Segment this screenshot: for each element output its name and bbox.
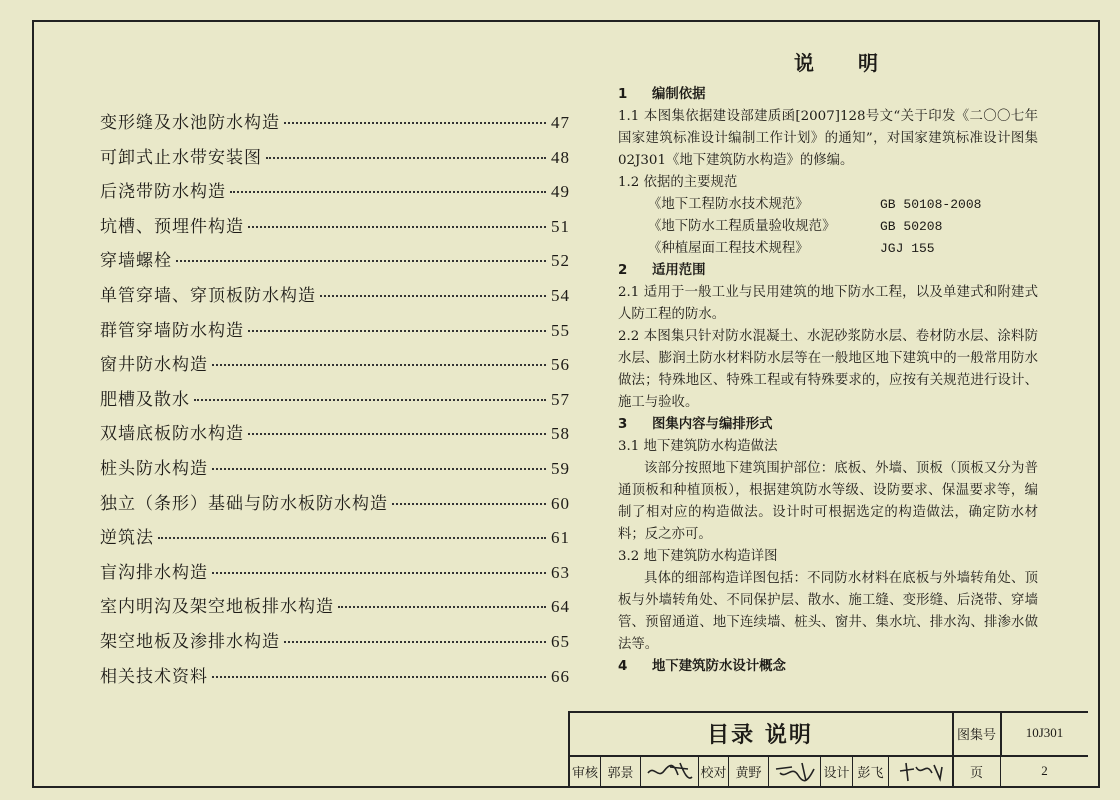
toc-entry-title: 相关技术资料 [100, 666, 208, 687]
design-name: 彭飞 [857, 765, 884, 781]
toc-leader-dots [284, 641, 546, 643]
toc-entry-page: 51 [551, 216, 570, 236]
paragraph-1-1: 1.1 本图集依据建设部建质函[2007]128号文“关于印发《二〇〇七年国家建筑标准设计编制工作计划》的通知”，对国家建筑标准设计图集02J301《地下建筑防水构造》的修编。 [618, 109, 1038, 168]
toc-leader-dots [158, 537, 546, 539]
toc-row [100, 385, 570, 420]
paragraph-1-2: 1.2 依据的主要规范 [618, 175, 738, 190]
toc-entry-page: 65 [551, 631, 570, 651]
toc-entry-page: 52 [551, 251, 570, 271]
toc-leader-dots [212, 572, 546, 574]
paragraph-3-1-body: 该部分按照地下建筑围护部位：底板、外墙、顶板（顶板又分为普通顶板和种植顶板），根据建筑防水等级、设防要求、保温要求等，编制了相对应的构造做法。设计时可根据选定的构造做法，确定防水材料；反之亦可。 [618, 461, 1038, 542]
designer-signature [896, 759, 946, 789]
toc-entry-title: 变形缝及水池防水构造 [100, 113, 280, 133]
toc-leader-dots [194, 399, 546, 401]
standard-row [618, 216, 1038, 238]
description-column [618, 46, 1038, 678]
toc-row [100, 316, 570, 351]
toc-entry-title: 坑槽、预埋件构造 [100, 216, 244, 237]
review-label: 审核 [571, 765, 598, 781]
toc-entry-title: 架空地板及渗排水构造 [100, 631, 280, 652]
toc-entry-page: 49 [551, 182, 570, 202]
toc-entry-title: 桩头防水构造 [100, 458, 208, 479]
toc-entry-title: 双墙底板防水构造 [100, 424, 244, 445]
paragraph-3-2-body: 具体的细部构造详图包括：不同防水材料在底板与外墙转角处、顶板与外墙转角处、不同保护层、散水、施工缝、变形缝、后浇带、穿墙管、预留通道、地下连续墙、桩头、窗井、集水坑、排水沟、排渗水做法等。 [618, 571, 1038, 652]
sheet-title: 目录 说明 [707, 722, 813, 748]
toc-entry-page: 66 [551, 666, 570, 686]
toc-row [100, 489, 570, 524]
toc-leader-dots [230, 191, 546, 193]
toc-leader-dots [284, 122, 546, 124]
toc-leader-dots [392, 503, 546, 505]
table-of-contents [100, 108, 570, 696]
toc-entry-page: 47 [551, 113, 570, 132]
standard-name: 《种植屋面工程技术规程》 [648, 241, 809, 256]
standard-code: JGJ 155 [880, 241, 935, 256]
toc-row [100, 281, 570, 316]
toc-row [100, 558, 570, 593]
toc-leader-dots [248, 226, 546, 228]
title-block-cell-rule [640, 755, 641, 786]
toc-entry-title: 肥槽及散水 [100, 389, 190, 410]
toc-row [100, 177, 570, 212]
toc-entry-title: 室内明沟及架空地板排水构造 [100, 597, 334, 618]
toc-leader-dots [338, 606, 546, 608]
toc-row [100, 350, 570, 385]
toc-row [100, 212, 570, 247]
toc-entry-page: 63 [551, 562, 570, 582]
atlas-number: 10J301 [1025, 725, 1064, 740]
toc-row [100, 108, 570, 143]
paragraph-2-1: 2.1 适用于一般工业与民用建筑的地下防水工程，以及单建式和附建式人防工程的防水。 [618, 285, 1038, 322]
page-label: 页 [969, 765, 983, 781]
toc-row [100, 246, 570, 281]
paragraph-3-2: 3.2 地下建筑防水构造详图 [618, 549, 778, 564]
check-label: 校对 [700, 765, 727, 781]
checker-signature [772, 759, 818, 789]
toc-entry-page: 61 [551, 528, 570, 548]
toc-leader-dots [212, 468, 546, 470]
page-number: 2 [1041, 763, 1048, 778]
toc-leader-dots [176, 260, 546, 262]
toc-entry-page: 60 [551, 493, 570, 513]
title-block-cell-rule [888, 755, 889, 786]
toc-row [100, 143, 570, 178]
toc-leader-dots [320, 295, 546, 297]
atlas-number-label: 图集号 [956, 727, 996, 743]
description-title: 说明 [794, 51, 922, 75]
toc-row [100, 662, 570, 697]
standard-name: 《地下防水工程质量验收规范》 [648, 219, 836, 234]
standards-list [618, 194, 1038, 260]
toc-entry-title: 可卸式止水带安装图 [100, 147, 262, 168]
toc-entry-title: 盲沟排水构造 [100, 562, 208, 583]
design-label: 设计 [823, 765, 850, 781]
toc-row [100, 592, 570, 627]
standard-row [618, 194, 1038, 216]
toc-entry-title: 独立（条形）基础与防水板防水构造 [100, 493, 388, 514]
toc-entry-title: 穿墙螺栓 [100, 251, 172, 272]
toc-entry-title: 窗井防水构造 [100, 355, 208, 376]
toc-entry-page: 59 [551, 458, 570, 478]
standard-row [618, 238, 1038, 260]
toc-entry-title: 单管穿墙、穿顶板防水构造 [100, 285, 316, 306]
check-name: 黄野 [735, 765, 762, 781]
toc-leader-dots [266, 157, 546, 159]
section-3-heading: 3 图集内容与编排形式 [618, 417, 773, 432]
toc-entry-page: 55 [551, 320, 570, 340]
toc-entry-page: 58 [551, 424, 570, 444]
toc-leader-dots [212, 364, 546, 366]
review-name: 郭景 [607, 765, 634, 781]
section-1-heading: 1 编制依据 [618, 87, 706, 102]
toc-entry-page: 54 [551, 285, 570, 305]
toc-entry-page: 57 [551, 389, 570, 409]
paragraph-3-1: 3.1 地下建筑防水构造做法 [618, 439, 778, 454]
toc-leader-dots [248, 330, 546, 332]
toc-entry-title: 群管穿墙防水构造 [100, 320, 244, 341]
toc-leader-dots [248, 433, 546, 435]
toc-entry-title: 后浇带防水构造 [100, 182, 226, 203]
paragraph-2-2: 2.2 本图集只针对防水混凝土、水泥砂浆防水层、卷材防水层、涂料防水层、膨润土防水材料防水层等在一般地区地下建筑中的一般常用防水做法；特殊地区、特殊工程或有特殊要求的，应按有关规范进行设计、施工与验收。 [618, 329, 1038, 410]
toc-entry-page: 64 [551, 597, 570, 617]
standard-name: 《地下工程防水技术规范》 [648, 197, 809, 212]
toc-entry-page: 48 [551, 147, 570, 167]
toc-entry-title: 逆筑法 [100, 528, 154, 549]
standard-code: GB 50108-2008 [880, 197, 982, 212]
section-4-heading: 4 地下建筑防水设计概念 [618, 659, 786, 674]
standard-code: GB 50208 [880, 219, 943, 234]
toc-leader-dots [212, 676, 546, 678]
toc-row [100, 627, 570, 662]
section-2-heading: 2 适用范围 [618, 263, 706, 278]
title-block-cell-rule [768, 755, 769, 786]
title-block [568, 711, 1088, 786]
toc-entry-page: 56 [551, 355, 570, 375]
toc-row [100, 454, 570, 489]
toc-row [100, 419, 570, 454]
reviewer-signature [644, 759, 696, 789]
toc-row [100, 523, 570, 558]
